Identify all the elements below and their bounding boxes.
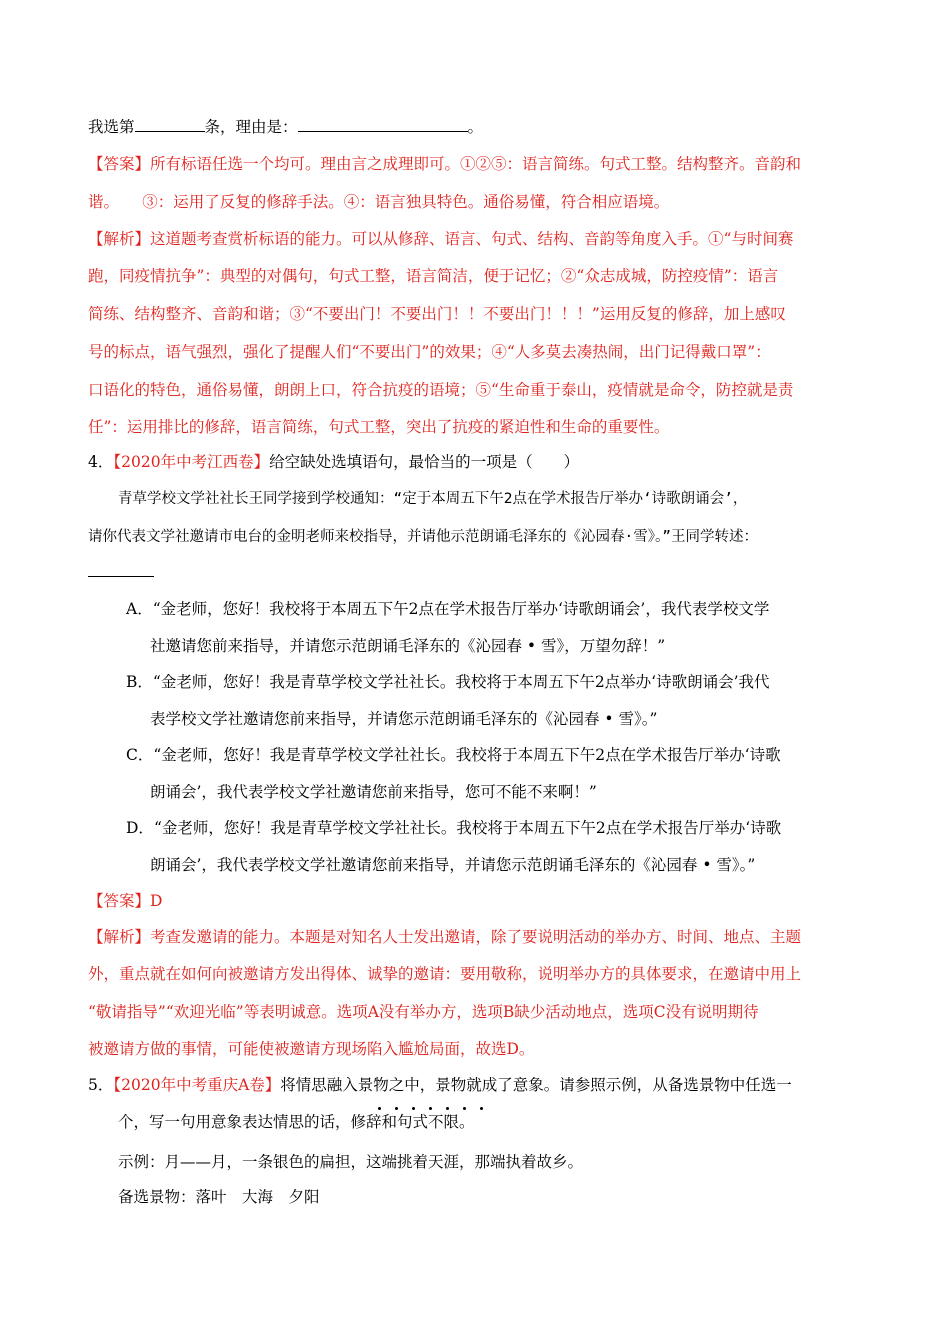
q4-answer-value: D (150, 892, 163, 910)
q4-analysis-line-3: “敬请指导”“欢迎光临”等表明诚意。选项A没有举办方，选项B缺少活动地点，选项C没有说明期待 (88, 1003, 759, 1021)
q4-analysis-line-1 (88, 926, 868, 948)
q4-option-b[interactable] (126, 671, 862, 693)
q5-number: 5． (88, 1076, 114, 1094)
q5-stem-part-a: 个，写一句用意象表达情思的话， (118, 1113, 351, 1131)
q4-option-d[interactable] (126, 817, 862, 839)
q3-answer-line-1 (88, 153, 868, 175)
emphasis-dot (429, 1107, 432, 1110)
analysis-tag: 【解析】 (88, 928, 151, 946)
q4-number: 4． (88, 453, 114, 471)
option-label: C． (126, 746, 154, 764)
option-label: A． (126, 600, 153, 618)
q4-analysis-line-4: 被邀请方做的事情，可能使被邀请方现场陷入尴尬局面，故选D。 (88, 1040, 535, 1058)
analysis-tag: 【解析】 (88, 230, 151, 248)
q4-passage-line-2: 请你代表文学社邀请市电台的金明老师来校指导，并请他示范朗诵毛泽东的《沁园春·雪》。”王同学转述： (88, 529, 758, 545)
blank-2[interactable] (298, 117, 468, 132)
q4-option-c-cont: 朗诵会’，我代表学校文学社邀请您前来指导，您可不能不来啊！” (150, 783, 597, 801)
option-text: “金老师，您好！我是青草学校文学社社长。我校将于本周五下午2点在学术报告厅举办‘诗歌 (153, 819, 782, 837)
q3-analysis-line-6: 任”：运用排比的修辞，语言简练，句式工整，突出了抗疫的紧迫性和生命的重要性。 (88, 418, 670, 436)
emphasis-dot (378, 1107, 381, 1110)
q3-analysis-line-2: 跑，同疫情抗争”：典型的对偶句，句式工整，语言简洁，便于记忆；②“众志成城，防控疫情”：语言 (88, 267, 779, 285)
option-text: “金老师，您好！我校将于本周五下午2点在学术报告厅举办‘诗歌朗诵会’，我代表学校文学 (152, 600, 770, 618)
q3-analysis-line-3: 简练、结构整齐、音韵和谐；③“不要出门！不要出门！！不要出门！！！”运用反复的修辞，加上感叹 (88, 305, 786, 323)
q4-option-d-cont: 朗诵会’，我代表学校文学社邀请您前来指导，并请您示范朗诵毛泽东的《沁园春 • 雪》。” (150, 856, 756, 874)
q4-stem (88, 451, 868, 473)
q3-analysis-line-4: 号的标点，语气强烈，强化了提醒人们“不要出门”的效果；④“人多莫去凑热闹，出门记得戴口罩”： (88, 343, 771, 361)
emphasis-dot (412, 1107, 415, 1110)
q4-option-c[interactable] (126, 744, 862, 766)
answer-tag: 【答案】 (88, 892, 151, 910)
option-label: B． (126, 673, 153, 691)
q4-answer (88, 890, 868, 912)
q3-prompt-end: 。 (467, 118, 484, 136)
q3-analysis-text: 这道题考查赏析标语的能力。可以从修辞、语言、句式、结构、音韵等角度入手。①“与时间赛 (150, 230, 794, 248)
answer-tag: 【答案】 (88, 155, 151, 173)
q4-option-a[interactable] (126, 598, 862, 620)
q5-candidates: 备选景物：落叶 大海 夕阳 (118, 1188, 320, 1206)
emphasis-dot (480, 1107, 483, 1110)
blank-1[interactable] (135, 117, 205, 132)
q4-analysis-text: 考查发邀请的能力。本题是对知名人士发出邀请，除了要说明活动的举办方、时间、地点、主题 (150, 928, 802, 946)
option-label: D． (126, 819, 154, 837)
q4-analysis-line-2: 外，重点就在如何向被邀请方发出得体、诚挚的邀请：要用敬称，说明举办方的具体要求，在邀请中用上 (88, 965, 802, 983)
q4-passage-line-1: 青草学校文学社社长王同学接到学校通知：“定于本周五下午2点在学术报告厅举办‘诗歌朗诵会’， (118, 491, 748, 507)
q3-prompt (88, 116, 868, 138)
q5-source: 【2020年中考重庆A卷】 (113, 1076, 281, 1094)
q4-stem-text: 给空缺处选填语句，最恰当的一项是（ ） (269, 453, 580, 471)
q3-prompt-lead: 我选第 (88, 118, 135, 136)
emphasis-dot (395, 1107, 398, 1110)
q4-option-a-cont: 社邀请您前来指导，并请您示范朗诵毛泽东的《沁园春 • 雪》，万望勿辞！” (150, 637, 666, 655)
emphasis-dot (446, 1107, 449, 1110)
q5-stem-text: 将情思融入景物之中，景物就成了意象。请参照示例，从备选景物中任选一 (280, 1076, 792, 1094)
q3-answer-line-2: 谐。 ③：运用了反复的修辞手法。④：语言独具特色。通俗易懂，符合相应语境。 (88, 193, 670, 211)
q3-prompt-mid: 条，理由是： (204, 118, 298, 136)
q4-option-b-cont: 表学校文学社邀请您前来指导，并请您示范朗诵毛泽东的《沁园春 • 雪》。” (150, 710, 658, 728)
q5-example: 示例：月——月，一条银色的扁担，这端挑着天涯，那端执着故乡。 (118, 1153, 584, 1171)
emphasis-dot (463, 1107, 466, 1110)
option-text: “金老师，您好！我是青草学校文学社社长。我校将于本周五下午2点举办‘诗歌朗诵会’我代 (152, 673, 770, 691)
q5-stem (88, 1074, 868, 1096)
q3-analysis-line-1 (88, 228, 868, 250)
q5-stem-line-2 (118, 1111, 868, 1133)
q3-answer-text: 所有标语任选一个均可。理由言之成理即可。①②⑤：语言简练。句式工整。结构整齐。音韵和 (150, 155, 802, 173)
option-text: “金老师，您好！我是青草学校文学社社长。我校将于本周五下午2点在学术报告厅举办‘诗歌 (153, 746, 781, 764)
q5-stem-part-b: 修辞和句式不限。 (350, 1113, 475, 1131)
q3-analysis-line-5: 口语化的特色，通俗易懂，朗朗上口，符合抗疫的语境；⑤“生命重于泰山，疫情就是命令，防控就是责 (88, 381, 794, 399)
q4-source: 【2020年中考江西卷】 (113, 453, 270, 471)
q4-answer-blank[interactable] (88, 576, 154, 577)
